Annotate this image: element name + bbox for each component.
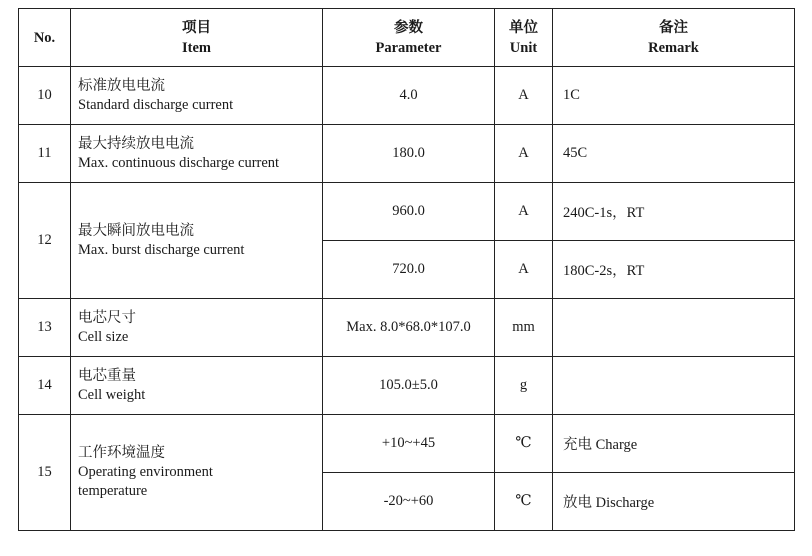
parameter-cell: +10~+45 bbox=[323, 415, 495, 473]
parameter-cell: -20~+60 bbox=[323, 473, 495, 531]
item-cell bbox=[71, 67, 323, 125]
parameter-cell: 105.0±5.0 bbox=[323, 357, 495, 415]
parameter-cell: 720.0 bbox=[323, 241, 495, 299]
header-parameter bbox=[323, 9, 495, 67]
item-cn: 电芯重量 bbox=[78, 367, 136, 384]
item-cell bbox=[71, 183, 323, 299]
item-en: Cell size bbox=[78, 328, 129, 345]
table-row bbox=[19, 183, 795, 241]
header-item-en: Item bbox=[182, 39, 211, 56]
spec-table bbox=[18, 8, 795, 531]
header-row bbox=[19, 9, 795, 67]
unit-cell: A bbox=[495, 125, 553, 183]
item-en-cont: temperature bbox=[78, 483, 148, 499]
item-cn: 最大瞬间放电电流 bbox=[78, 222, 194, 239]
remark-cell: 1C bbox=[553, 67, 795, 125]
remark-cell bbox=[553, 357, 795, 415]
table-row bbox=[19, 415, 795, 473]
item-en: Max. continuous discharge current bbox=[78, 154, 280, 171]
remark-cell: 充电 Charge bbox=[553, 415, 795, 473]
table-row bbox=[19, 357, 795, 415]
row-number: 10 bbox=[19, 67, 71, 125]
unit-cell: g bbox=[495, 357, 553, 415]
header-item bbox=[71, 9, 323, 67]
item-cell bbox=[71, 299, 323, 357]
header-param-en: Parameter bbox=[375, 39, 442, 56]
item-cell bbox=[71, 415, 323, 531]
row-number: 14 bbox=[19, 357, 71, 415]
item-cell bbox=[71, 125, 323, 183]
row-number: 13 bbox=[19, 299, 71, 357]
unit-cell: A bbox=[495, 241, 553, 299]
parameter-cell: Max. 8.0*68.0*107.0 bbox=[323, 299, 495, 357]
table-row bbox=[19, 67, 795, 125]
remark-cell: 放电 Discharge bbox=[553, 473, 795, 531]
row-number: 12 bbox=[19, 183, 71, 299]
unit-cell: ℃ bbox=[495, 415, 553, 473]
header-unit-en: Unit bbox=[509, 39, 538, 56]
item-cn: 最大持续放电电流 bbox=[78, 135, 194, 152]
unit-cell: A bbox=[495, 67, 553, 125]
parameter-cell: 180.0 bbox=[323, 125, 495, 183]
parameter-cell: 960.0 bbox=[323, 183, 495, 241]
remark-cell bbox=[553, 299, 795, 357]
header-item-cn: 项目 bbox=[182, 19, 211, 36]
item-cn: 工作环境温度 bbox=[78, 445, 165, 461]
table-row bbox=[19, 125, 795, 183]
remark-cell: 45C bbox=[553, 125, 795, 183]
header-no: No. bbox=[19, 9, 71, 67]
item-en: Max. burst discharge current bbox=[78, 241, 245, 258]
header-remark bbox=[553, 9, 795, 67]
remark-cell: 240C-1s，RT bbox=[553, 183, 795, 241]
row-number: 15 bbox=[19, 415, 71, 531]
remark-cell: 180C-2s，RT bbox=[553, 241, 795, 299]
parameter-cell: 4.0 bbox=[323, 67, 495, 125]
unit-cell: ℃ bbox=[495, 473, 553, 531]
row-number: 11 bbox=[19, 125, 71, 183]
item-en: Standard discharge current bbox=[78, 96, 234, 113]
item-cell bbox=[71, 357, 323, 415]
unit-cell: A bbox=[495, 183, 553, 241]
table-row bbox=[19, 299, 795, 357]
header-remark-en: Remark bbox=[648, 39, 699, 56]
item-en: Cell weight bbox=[78, 386, 146, 403]
header-unit-cn: 单位 bbox=[509, 19, 538, 36]
item-cn: 标准放电电流 bbox=[78, 77, 165, 94]
header-remark-cn: 备注 bbox=[659, 19, 688, 36]
item-en: Operating environment bbox=[78, 464, 213, 480]
unit-cell: mm bbox=[495, 299, 553, 357]
header-unit bbox=[495, 9, 553, 67]
header-param-cn: 参数 bbox=[394, 19, 423, 36]
item-cn: 电芯尺寸 bbox=[78, 309, 136, 326]
